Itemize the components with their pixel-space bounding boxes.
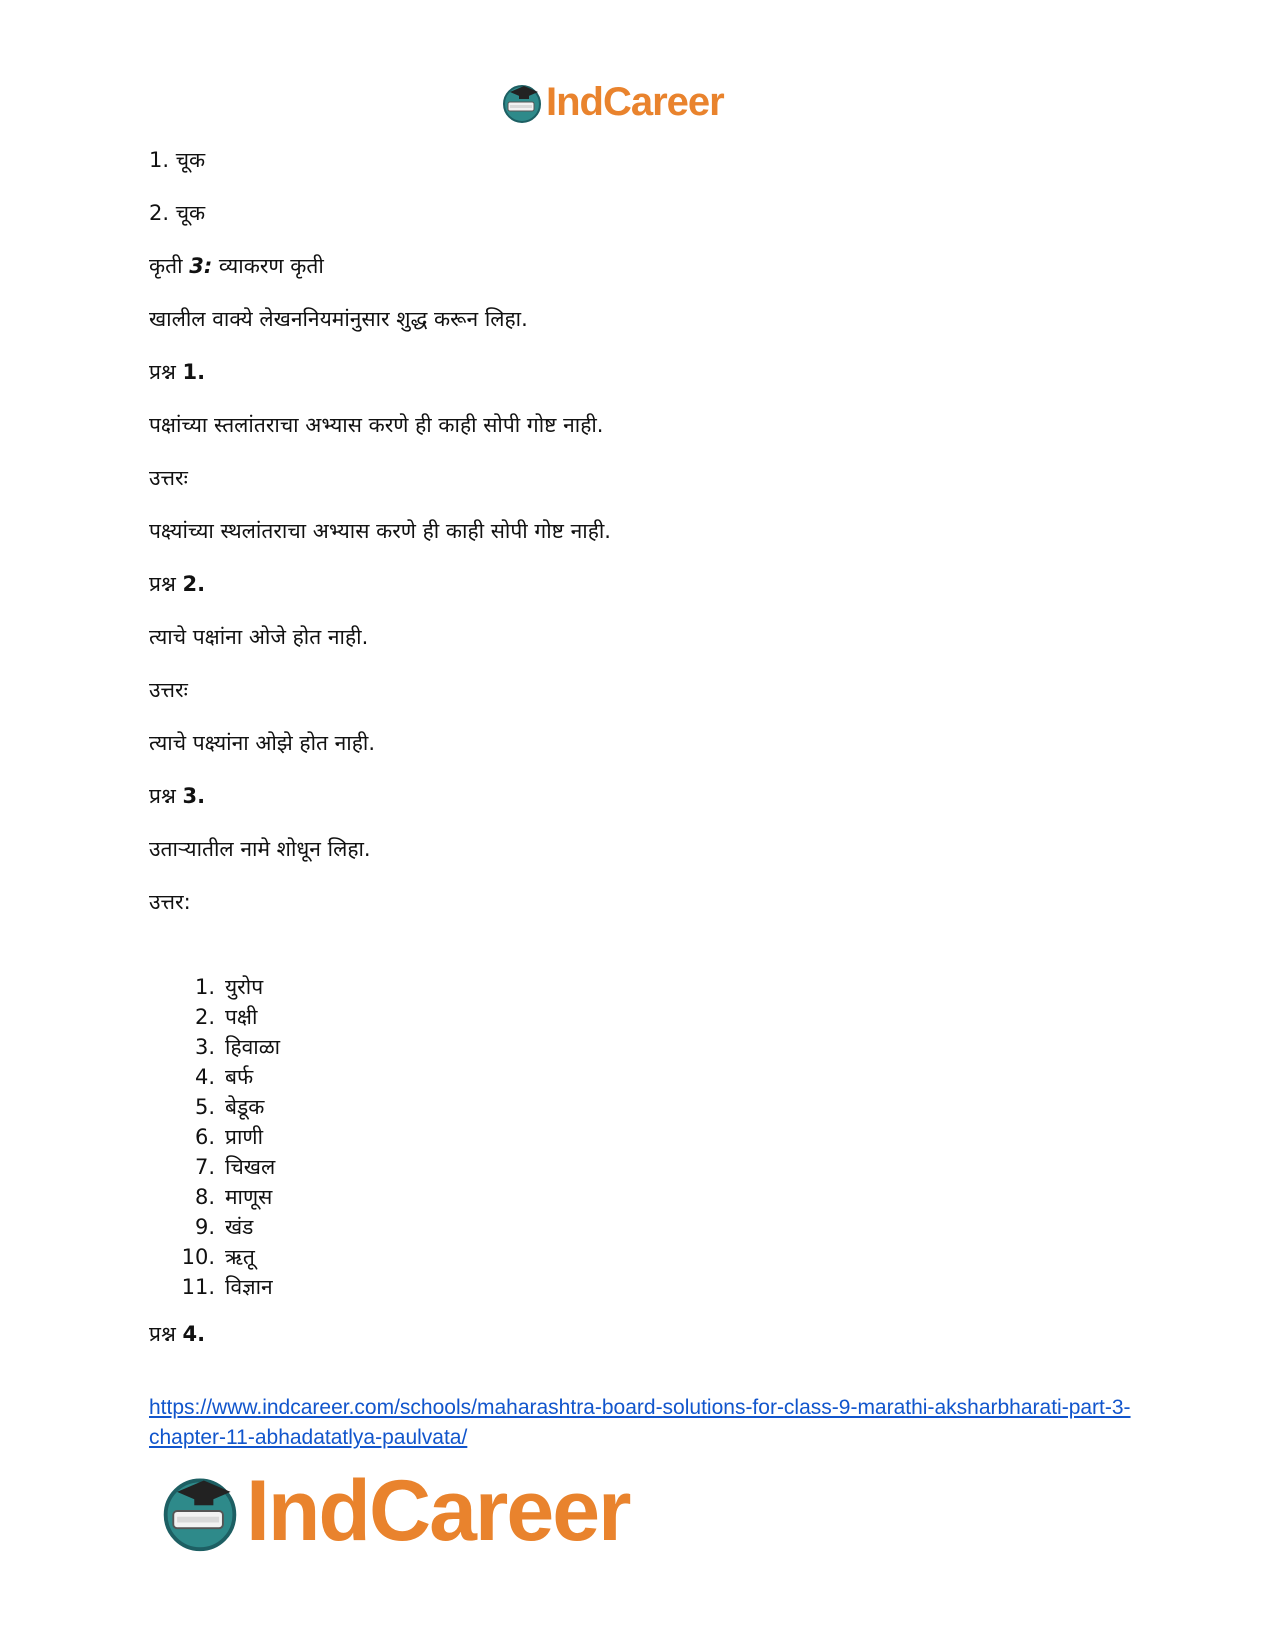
list-item: 8. माणूस <box>194 1185 273 1209</box>
list-item: 11. विज्ञान <box>181 1275 273 1299</box>
answer-line-1: 1. चूक <box>149 148 206 172</box>
answer-line-2: 2. चूक <box>149 201 206 225</box>
list-item: 3. हिवाळा <box>194 1035 281 1059</box>
question-text-1: पक्षांच्या स्तलांतराचा अभ्यास करणे ही काही सोपी गोष्ट नाही. <box>149 413 604 437</box>
question-label-4: प्रश्न 4. <box>149 1322 206 1346</box>
list-item: 10. ऋतू <box>181 1245 255 1269</box>
logo-wordmark: IndCareer <box>246 1462 630 1559</box>
answer-text-1: पक्ष्यांच्या स्थलांतराचा अभ्यास करणे ही काही सोपी गोष्ट नाही. <box>149 519 611 543</box>
answer-text-2: त्याचे पक्ष्यांना ओझे होत नाही. <box>149 731 376 755</box>
question-text-2: त्याचे पक्षांना ओजे होत नाही. <box>149 625 369 649</box>
footer-logo <box>158 1462 630 1559</box>
question-label-1: प्रश्न 1. <box>149 360 206 384</box>
list-item: 7. चिखल <box>194 1155 276 1179</box>
instruction-text: खालील वाक्ये लेखननियमांनुसार शुद्ध करून लिहा. <box>149 307 528 331</box>
list-item: 5. बेडूक <box>194 1095 265 1119</box>
question-text-3: उताऱ्यातील नामे शोधून लिहा. <box>149 837 371 861</box>
question-label-2: प्रश्न 2. <box>149 572 206 596</box>
answer-list <box>149 972 280 1302</box>
list-item: 6. प्राणी <box>194 1125 264 1149</box>
graduation-cap-book-globe-icon <box>158 1469 242 1553</box>
answer-label-1: उत्तरः <box>149 466 188 490</box>
list-item: 4. बर्फ <box>194 1065 254 1089</box>
logo-wordmark: IndCareer <box>546 79 724 124</box>
list-item: 2. पक्षी <box>194 1005 258 1029</box>
answer-label-3: उत्तर: <box>149 890 191 914</box>
header-logo <box>500 78 724 126</box>
answer-label-2: उत्तरः <box>149 678 188 702</box>
list-item: 9. खंड <box>194 1215 254 1239</box>
list-item: 1. युरोप <box>194 975 264 999</box>
question-label-3: प्रश्न 3. <box>149 784 206 808</box>
graduation-cap-book-globe-icon <box>500 80 544 124</box>
source-link[interactable]: https://www.indcareer.com/schools/maharashtra-board-solutions-for-class-9-marathi-aksharbharati-part-3-chapter-11-abhadatatlya-paulvata/ <box>149 1396 1131 1449</box>
section-heading: कृती 3: व्याकरण कृती <box>149 254 324 278</box>
